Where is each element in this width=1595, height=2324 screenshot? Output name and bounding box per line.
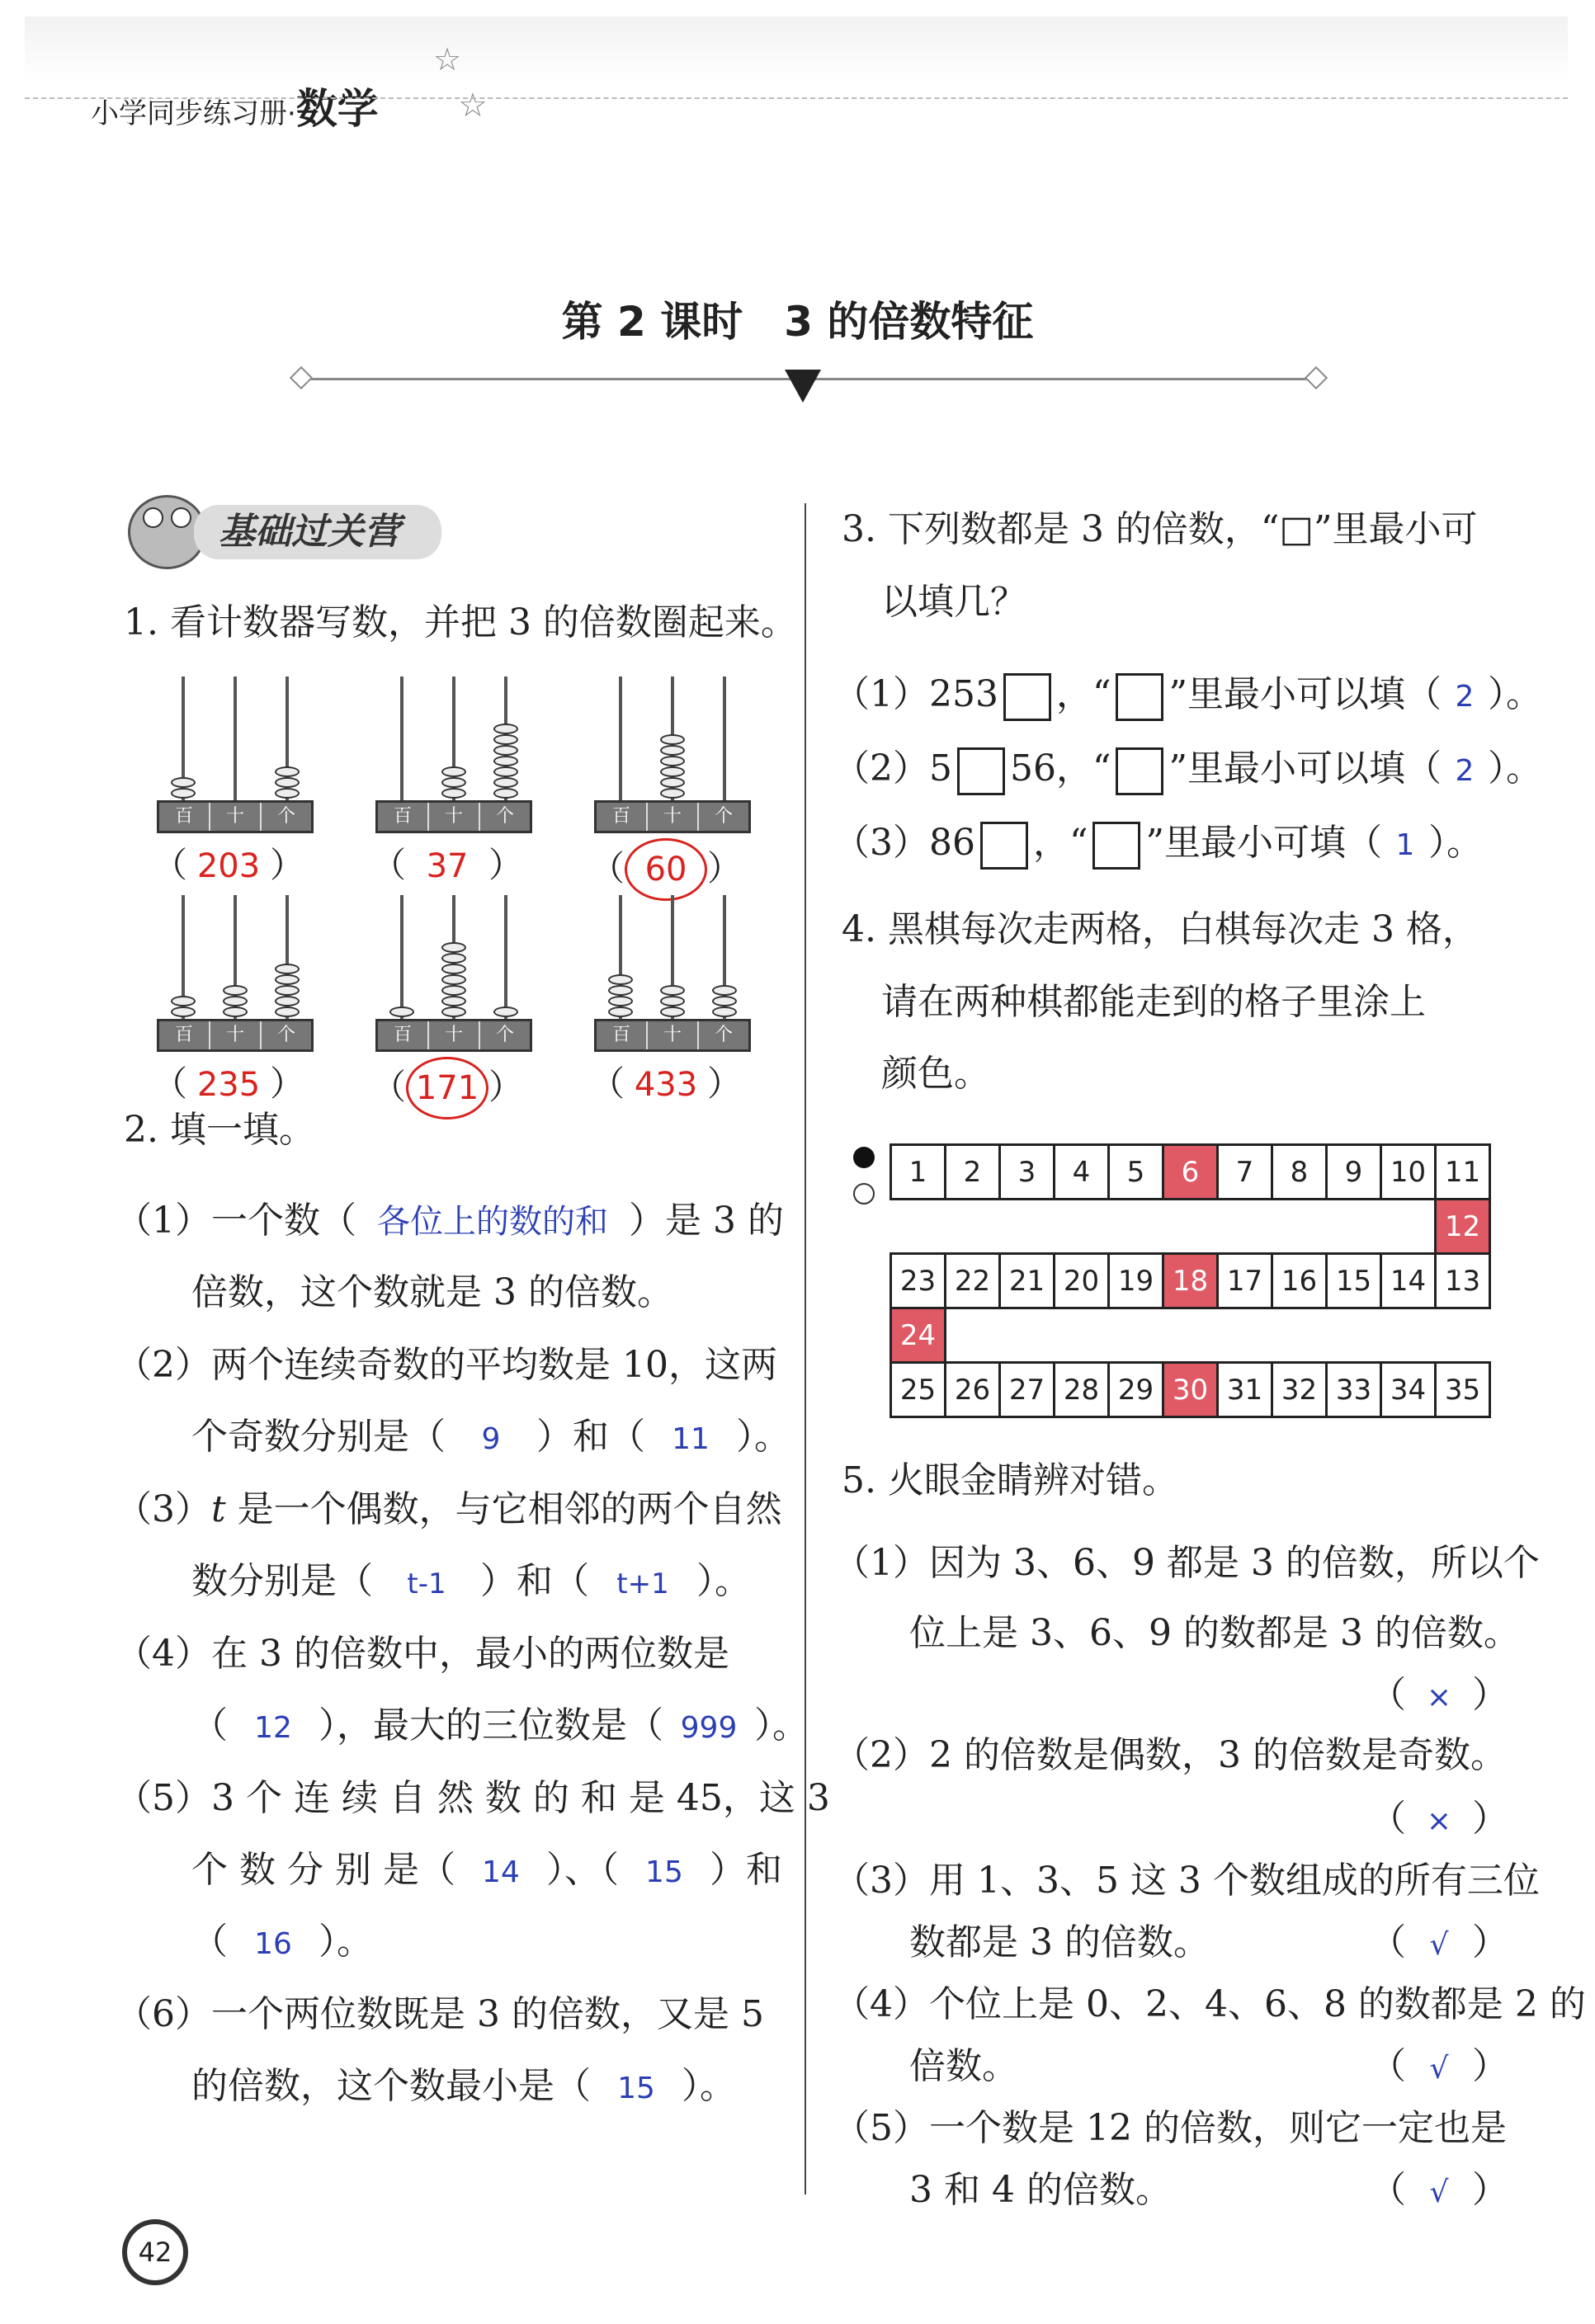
answer: 2 <box>1455 754 1475 788</box>
grid-cell[interactable]: 34 <box>1381 1363 1436 1417</box>
column-divider <box>805 503 806 2194</box>
abacus-bead <box>171 788 196 799</box>
answer: t+1 <box>616 1567 669 1600</box>
abacus-bead <box>275 996 300 1006</box>
place-label: 十 <box>429 1021 480 1049</box>
blank-box[interactable] <box>957 747 1005 795</box>
place-label: 十 <box>648 803 699 831</box>
abacus-rod <box>400 676 403 800</box>
abacus-bead <box>275 985 300 996</box>
grid-cell[interactable]: 30 <box>1163 1363 1218 1417</box>
q2-item-1: （1）一个数（ 各位上的数的和 ）是 3 的 <box>116 1196 784 1247</box>
answer-number: 235 <box>196 1066 261 1104</box>
abacus-base <box>594 1019 751 1052</box>
abacus-bead <box>493 734 518 745</box>
q3-prompt-line1: 3. 下列数都是 3 的倍数，“□”里最小可 <box>842 508 1478 550</box>
q5-item-3-line2: 数都是 3 的倍数。 <box>909 1921 1210 1963</box>
abacus-bead <box>441 953 466 964</box>
abacus-bead <box>493 766 518 777</box>
grid-cell[interactable]: 24 <box>891 1308 946 1363</box>
abacus-bead <box>275 777 300 788</box>
board-grid <box>890 1143 1491 1418</box>
abacus <box>375 676 532 833</box>
abacus-answer: （ 171 ） <box>371 1057 536 1120</box>
star-icon: ☆ <box>433 41 462 78</box>
grid-cell[interactable]: 16 <box>1272 1254 1327 1308</box>
place-label: 个 <box>495 806 514 827</box>
answer: √ <box>1429 2176 1449 2209</box>
abacus-bead <box>275 974 300 985</box>
abacus-bead <box>660 996 685 1006</box>
grid-row <box>891 1200 1490 1254</box>
abacus-bead <box>660 788 685 799</box>
abacus-bead <box>660 1006 685 1017</box>
star-icon: ☆ <box>458 87 488 125</box>
place-label: 百 <box>159 1021 210 1049</box>
q5-item-5-mark: （ √ ） <box>1370 2166 1508 2218</box>
grid-cell[interactable]: 29 <box>1109 1363 1163 1417</box>
grid-cell[interactable]: 23 <box>891 1254 946 1308</box>
abacus-bead <box>223 985 248 996</box>
banner-label: 基础过关营 <box>194 505 441 559</box>
q5-item-4-line2: 倍数。 <box>909 2045 1018 2087</box>
answer: × <box>1426 1804 1452 1838</box>
white-piece-icon <box>853 1183 875 1204</box>
grid-cell[interactable]: 12 <box>1436 1200 1490 1254</box>
abacus-bead <box>275 1006 300 1017</box>
place-label: 十 <box>429 803 480 831</box>
abacus-bead <box>493 745 518 756</box>
abacus-bead <box>608 996 633 1006</box>
q5-item-4-mark: （ √ ） <box>1370 2042 1508 2094</box>
grid-cell[interactable]: 2 <box>946 1145 1000 1200</box>
grid-cell[interactable]: 32 <box>1272 1363 1327 1417</box>
abacus-answer: （ 60 ） <box>590 838 755 901</box>
abacus-answer: （ 235 ） <box>153 1063 305 1104</box>
diamond-icon <box>1305 366 1328 389</box>
place-label: 百 <box>597 1021 648 1049</box>
arrow-down-icon <box>785 370 821 403</box>
grid-cell[interactable]: 6 <box>1163 1145 1218 1200</box>
blank-box[interactable] <box>1003 673 1051 721</box>
place-label: 百 <box>378 803 429 831</box>
place-label: 百 <box>597 803 648 831</box>
abacus-bead <box>171 777 196 788</box>
grid-cell[interactable]: 33 <box>1327 1363 1381 1417</box>
abacus-bead <box>660 777 685 788</box>
answer: 16 <box>254 1927 292 1961</box>
grid-cell[interactable]: 8 <box>1272 1145 1327 1200</box>
grid-cell[interactable]: 28 <box>1055 1363 1109 1417</box>
answer-number: 433 <box>634 1066 698 1104</box>
abacus-bead <box>441 788 466 799</box>
abacus-bead <box>608 985 633 996</box>
place-label: 个 <box>714 806 733 827</box>
q2-item-5: （5）3 个 连 续 自 然 数 的 和 是 45，这 3 <box>116 1777 830 1819</box>
abacus-bead <box>712 996 737 1006</box>
blank-box[interactable] <box>1116 673 1163 721</box>
abacus-bead <box>441 942 466 953</box>
q2-item-3: （3）t 是一个偶数，与它相邻的两个自然 <box>116 1488 782 1530</box>
abacus-base <box>157 800 314 833</box>
header-divider <box>25 97 1568 99</box>
place-label: 百 <box>378 1021 429 1049</box>
q3-item-1: （1）253 ，“ ”里最小可以填（ 2 ）。 <box>833 670 1542 722</box>
abacus-bead <box>660 766 685 777</box>
grid-blank <box>891 1200 1436 1254</box>
q2-item-6: （6）一个两位数既是 3 的倍数，又是 5 <box>116 1993 764 2035</box>
answer: × <box>1426 1681 1452 1714</box>
abacus-rod <box>234 676 237 800</box>
answer: √ <box>1429 2052 1449 2086</box>
q5-item-2-mark: （ × ） <box>1370 1794 1508 1846</box>
place-label: 十 <box>210 1021 262 1049</box>
grid-cell[interactable]: 20 <box>1055 1254 1109 1308</box>
abacus <box>157 676 314 833</box>
answer-number: 37 <box>426 847 469 885</box>
q2-prompt: 2. 填一填。 <box>124 1109 315 1151</box>
abacus <box>594 676 751 833</box>
grid-cell[interactable]: 17 <box>1218 1254 1272 1308</box>
q5-item-3-mark: （ √ ） <box>1370 1918 1508 1970</box>
q4-prompt-line1: 4. 黑棋每次走两格，白棋每次走 3 格， <box>842 908 1479 950</box>
q2-item-4: （4）在 3 的倍数中，最小的两位数是 <box>116 1633 729 1675</box>
q3-item-3: （3）86 ，“ ”里最小可填（ 1 ）。 <box>833 818 1483 870</box>
abacus-bead <box>171 996 196 1006</box>
abacus-bead <box>441 964 466 974</box>
answer: √ <box>1429 1928 1449 1962</box>
q2-item-2-line2: 个奇数分别是（ 9 ）和（ 11 ）。 <box>191 1412 790 1464</box>
place-label: 个 <box>276 806 295 827</box>
answer-number: 60 <box>625 838 707 901</box>
grid-cell[interactable]: 22 <box>946 1254 1000 1308</box>
abacus-bead <box>712 1006 737 1017</box>
abacus-bead <box>441 996 466 1006</box>
page-number: 42 <box>138 2237 172 2268</box>
abacus-bead <box>712 985 737 996</box>
abacus-rod <box>619 676 622 800</box>
abacus-base <box>594 800 751 833</box>
abacus-bead <box>171 1006 196 1017</box>
answer: 12 <box>254 1711 292 1745</box>
q1-prompt: 1. 看计数器写数，并把 3 的倍数圈起来。 <box>124 601 797 643</box>
q5-item-1: （1）因为 3、6、9 都是 3 的倍数，所以个 <box>833 1542 1540 1584</box>
blank-box[interactable] <box>1092 822 1140 870</box>
place-label: 十 <box>648 1021 699 1049</box>
abacus-base <box>157 1019 314 1052</box>
q2-item-5-line3: （ 16 ）。 <box>191 1917 373 1969</box>
q5-item-2: （2）2 的倍数是偶数，3 的倍数是奇数。 <box>833 1734 1507 1776</box>
black-piece-icon <box>853 1147 875 1168</box>
diamond-icon <box>290 366 313 389</box>
grid-cell[interactable]: 4 <box>1055 1145 1109 1200</box>
answer: 11 <box>672 1422 710 1456</box>
q5-item-5: （5）一个数是 12 的倍数，则它一定也是 <box>833 2107 1507 2149</box>
grid-cell[interactable]: 35 <box>1436 1363 1490 1417</box>
lesson-title: 第 2 课时 3 的倍数特征 <box>561 298 1034 346</box>
abacus-bead <box>493 788 518 799</box>
abacus-bead <box>660 734 685 745</box>
abacus-rod <box>504 895 507 1019</box>
q2-item-2: （2）两个连续奇数的平均数是 10，这两 <box>116 1344 777 1386</box>
abacus <box>594 895 751 1052</box>
abacus-base <box>375 1019 532 1052</box>
answer-number: 171 <box>406 1057 488 1120</box>
grid-cell[interactable]: 3 <box>1000 1145 1055 1200</box>
q2-item-1-line2: 倍数，这个数就是 3 的倍数。 <box>191 1271 673 1313</box>
abacus-answer: （ 433 ） <box>590 1063 743 1104</box>
q5-item-3: （3）用 1、3、5 这 3 个数组成的所有三位 <box>833 1860 1540 1902</box>
q2-item-5-line2: 个 数 分 别 是（ 14 ）、（ 15 ）和 <box>191 1846 782 1897</box>
place-label: 个 <box>714 1025 733 1045</box>
answer: 15 <box>617 2072 655 2105</box>
grid-cell[interactable]: 13 <box>1436 1254 1490 1308</box>
grid-cell[interactable]: 19 <box>1109 1254 1163 1308</box>
header-book-title: 小学同步练习册·数学 <box>91 85 379 133</box>
abacus-bead <box>223 996 248 1006</box>
q2-item-3-line2: 数分别是（ t-1 ）和（ t+1 ）。 <box>191 1557 751 1609</box>
grid-cell[interactable]: 18 <box>1163 1254 1218 1308</box>
abacus-bead <box>275 788 300 799</box>
abacus-answer: （ 37 ） <box>371 845 524 885</box>
abacus <box>375 895 532 1052</box>
answer: 15 <box>645 1855 683 1889</box>
blank-box[interactable] <box>1116 747 1163 795</box>
abacus-rod <box>400 895 403 1019</box>
grid-row <box>891 1254 1490 1308</box>
q2-item-6-line2: 的倍数，这个数最小是（ 15 ）。 <box>191 2062 736 2114</box>
q4-prompt-line3: 颜色。 <box>881 1053 990 1095</box>
frog-eye-icon <box>143 507 163 528</box>
abacus-base <box>375 800 532 833</box>
answer: 999 <box>680 1711 738 1745</box>
abacus-bead <box>441 766 466 777</box>
abacus-bead <box>493 1006 518 1017</box>
abacus-bead <box>608 1006 633 1017</box>
frog-eye-icon <box>171 507 191 528</box>
answer: 2 <box>1455 680 1475 714</box>
abacus-bead <box>441 974 466 985</box>
abacus-bead <box>493 756 518 766</box>
abacus-bead <box>493 777 518 788</box>
q2-item-4-line2: （ 12 ），最大的三位数是（ 999 ）。 <box>191 1701 809 1753</box>
answer: t-1 <box>407 1567 446 1600</box>
grid-cell[interactable]: 21 <box>1000 1254 1055 1308</box>
abacus-bead <box>275 964 300 974</box>
grid-cell[interactable]: 31 <box>1218 1363 1272 1417</box>
abacus-answer: （ 203 ） <box>153 845 305 885</box>
place-label: 个 <box>276 1025 295 1045</box>
answer: 各位上的数的和 <box>377 1203 608 1241</box>
grid-cell[interactable]: 11 <box>1436 1145 1490 1200</box>
grid-cell[interactable]: 7 <box>1218 1145 1272 1200</box>
abacus-bead <box>660 745 685 756</box>
grid-row <box>891 1145 1490 1200</box>
grid-cell[interactable]: 27 <box>1000 1363 1055 1417</box>
abacus-bead <box>608 974 633 985</box>
grid-cell[interactable]: 1 <box>891 1145 946 1200</box>
q4-prompt-line2: 请在两种棋都能走到的格子里涂上 <box>881 981 1426 1023</box>
q5-item-5-line2: 3 和 4 的倍数。 <box>909 2169 1172 2211</box>
place-label: 百 <box>159 803 210 831</box>
q3-prompt-line2: 以填几？ <box>881 581 1026 623</box>
abacus-bead <box>660 756 685 766</box>
abacus-rod <box>723 676 726 800</box>
grid-cell[interactable]: 25 <box>891 1363 946 1417</box>
abacus-bead <box>441 1006 466 1017</box>
grid-cell[interactable]: 10 <box>1381 1145 1436 1200</box>
grid-row <box>891 1308 1490 1363</box>
answer: 14 <box>482 1855 520 1889</box>
abacus-bead <box>441 777 466 788</box>
grid-cell[interactable]: 9 <box>1327 1145 1381 1200</box>
grid-cell[interactable]: 15 <box>1327 1254 1381 1308</box>
abacus-bead <box>223 1006 248 1017</box>
grid-cell[interactable]: 5 <box>1109 1145 1163 1200</box>
q5-item-1-line2: 位上是 3、6、9 的数都是 3 的倍数。 <box>909 1612 1520 1654</box>
page-number-badge <box>122 2219 188 2285</box>
abacus-bead <box>389 1006 414 1017</box>
place-label: 个 <box>495 1025 514 1045</box>
grid-row <box>891 1363 1490 1417</box>
q5-prompt: 5. 火眼金睛辨对错。 <box>842 1459 1178 1501</box>
header-subject: 数学 <box>295 85 379 133</box>
q3-item-2: （2）5 56，“ ”里最小可以填（ 2 ）。 <box>833 744 1542 796</box>
grid-blank <box>946 1308 1490 1363</box>
q5-item-1-mark: （ × ） <box>1370 1671 1508 1723</box>
section-banner <box>128 495 450 569</box>
answer: 9 <box>481 1422 501 1456</box>
abacus <box>157 895 314 1052</box>
blank-box[interactable] <box>980 822 1028 870</box>
grid-cell[interactable]: 14 <box>1381 1254 1436 1308</box>
grid-cell[interactable]: 26 <box>946 1363 1000 1417</box>
page-header <box>25 16 1568 82</box>
answer-number: 203 <box>196 847 261 885</box>
place-label: 十 <box>210 803 262 831</box>
abacus-bead <box>441 985 466 996</box>
abacus-bead <box>660 985 685 996</box>
q5-item-4: （4）个位上是 0、2、4、6、8 的数都是 2 的 <box>833 1983 1586 2025</box>
abacus-bead <box>493 724 518 734</box>
abacus-bead <box>275 766 300 777</box>
answer: 1 <box>1395 828 1415 862</box>
